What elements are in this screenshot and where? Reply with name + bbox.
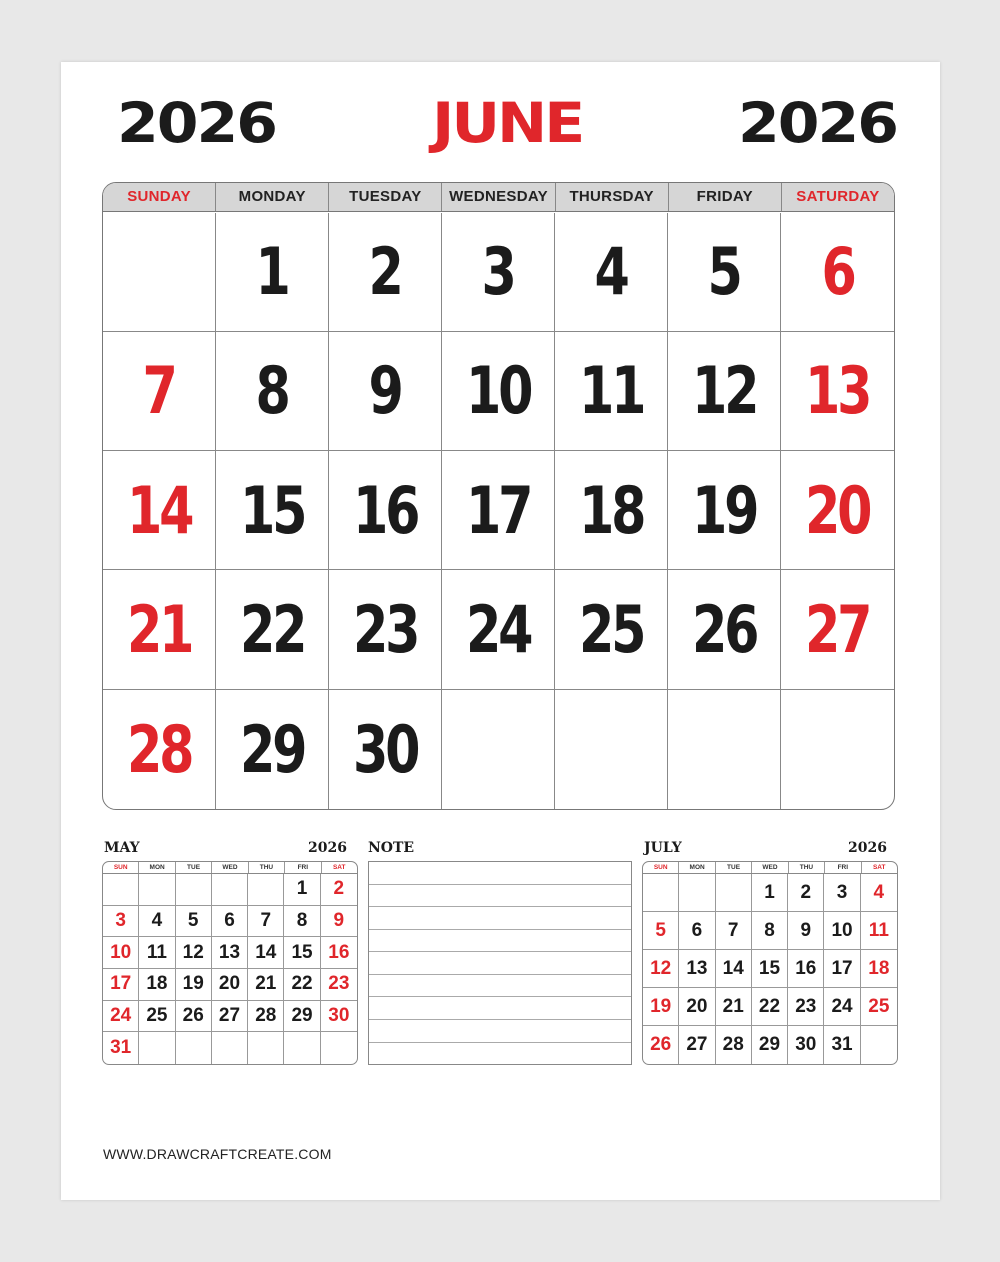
mini-day-cell <box>212 874 248 906</box>
mini-day-cell: 5 <box>643 912 679 950</box>
mini-day-cell <box>716 874 752 912</box>
mini-weekday-mon: MON <box>139 862 175 873</box>
mini-day-cell: 24 <box>824 988 860 1026</box>
mini-day-cell <box>212 1032 248 1064</box>
mini-day-cell: 10 <box>103 937 139 969</box>
mini-day-cell: 29 <box>752 1026 788 1064</box>
mini-day-cell: 11 <box>139 937 175 969</box>
next-month-calendar <box>642 861 898 1065</box>
day-number: 27 <box>805 591 870 668</box>
weekday-wednesday: WEDNESDAY <box>442 183 555 211</box>
mini-weekday-thu: THU <box>249 862 285 873</box>
day-number: 17 <box>465 471 531 549</box>
mini-weekday-sat: SAT <box>872 864 886 871</box>
day-number: 23 <box>352 591 418 668</box>
day-number: 19 <box>691 471 757 549</box>
prev-month-days <box>103 874 357 1064</box>
day-cell <box>329 213 442 332</box>
mini-day-cell: 20 <box>212 969 248 1001</box>
note-line <box>369 1020 631 1043</box>
mini-day-cell: 1 <box>752 874 788 912</box>
day-cell <box>329 690 442 809</box>
day-number: 29 <box>239 711 305 788</box>
mini-day-cell: 4 <box>861 874 897 912</box>
day-number: 14 <box>126 471 192 549</box>
mini-day-cell: 12 <box>176 937 212 969</box>
mini-day-cell: 20 <box>679 988 715 1026</box>
day-cell <box>442 332 555 451</box>
mini-day-cell: 23 <box>321 969 357 1001</box>
day-cell <box>103 213 216 332</box>
day-number: 21 <box>126 591 192 668</box>
mini-day-cell: 29 <box>284 1001 320 1033</box>
mini-day-cell: 31 <box>103 1032 139 1064</box>
weekday-saturday: SATURDAY <box>796 188 880 205</box>
mini-day-cell: 9 <box>788 912 824 950</box>
month-days <box>103 213 894 810</box>
mini-weekday-tue: TUE <box>716 862 752 873</box>
mini-day-cell: 6 <box>212 906 248 938</box>
mini-day-cell: 11 <box>861 912 897 950</box>
mini-day-cell: 6 <box>679 912 715 950</box>
day-cell <box>781 451 894 570</box>
mini-day-cell: 8 <box>284 906 320 938</box>
day-cell <box>103 332 216 451</box>
day-number: 20 <box>805 471 870 549</box>
weekday-header <box>103 183 894 212</box>
mini-day-cell: 14 <box>716 950 752 988</box>
mini-day-cell: 10 <box>824 912 860 950</box>
day-cell <box>329 451 442 570</box>
day-cell <box>555 451 668 570</box>
day-number: 30 <box>352 711 418 788</box>
mini-day-cell: 14 <box>248 937 284 969</box>
day-cell <box>668 690 781 809</box>
mini-day-cell: 22 <box>284 969 320 1001</box>
mini-day-cell: 17 <box>824 950 860 988</box>
prev-month-weekdays <box>103 862 357 874</box>
year-left: 2026 <box>117 91 276 156</box>
mini-day-cell: 16 <box>788 950 824 988</box>
mini-day-cell <box>176 1032 212 1064</box>
day-number: 9 <box>368 352 402 430</box>
mini-day-cell <box>679 874 715 912</box>
day-number: 13 <box>805 352 870 430</box>
mini-day-cell <box>139 1032 175 1064</box>
day-number: 6 <box>821 233 854 310</box>
note-line <box>369 930 631 953</box>
day-number: 5 <box>707 233 741 310</box>
mini-weekday-wed: WED <box>212 862 248 873</box>
mini-day-cell: 22 <box>752 988 788 1026</box>
mini-day-cell <box>176 874 212 906</box>
mini-day-cell: 15 <box>752 950 788 988</box>
day-cell <box>216 570 329 689</box>
mini-day-cell: 27 <box>679 1026 715 1064</box>
day-number: 26 <box>691 591 757 668</box>
mini-day-cell: 18 <box>139 969 175 1001</box>
note-line <box>369 997 631 1020</box>
mini-day-cell <box>643 874 679 912</box>
mini-day-cell: 2 <box>788 874 824 912</box>
mini-day-cell <box>139 874 175 906</box>
mini-day-cell: 31 <box>824 1026 860 1064</box>
day-number: 1 <box>255 233 289 310</box>
mini-weekday-tue: TUE <box>176 862 212 873</box>
mini-weekday-sat: SAT <box>332 864 346 871</box>
mini-weekday-mon: MON <box>679 862 715 873</box>
day-number: 12 <box>691 352 757 430</box>
mini-day-cell: 28 <box>248 1001 284 1033</box>
mini-day-cell: 13 <box>679 950 715 988</box>
day-number: 4 <box>594 233 628 310</box>
mini-weekday-wed: WED <box>752 862 788 873</box>
day-cell <box>668 451 781 570</box>
mini-day-cell: 19 <box>643 988 679 1026</box>
day-cell <box>781 690 894 809</box>
day-number: 2 <box>368 233 402 310</box>
mini-day-cell: 2 <box>321 874 357 906</box>
day-number: 7 <box>142 352 176 430</box>
prev-month-year: 2026 <box>308 840 347 856</box>
mini-day-cell <box>861 1026 897 1064</box>
mini-day-cell: 5 <box>176 906 212 938</box>
mini-day-cell <box>248 874 284 906</box>
mini-day-cell: 9 <box>321 906 357 938</box>
mini-day-cell <box>103 874 139 906</box>
next-month-year: 2026 <box>848 840 887 856</box>
prev-month-name: MAY <box>104 840 140 856</box>
day-cell <box>781 213 894 332</box>
next-month-name: JULY <box>644 840 682 856</box>
mini-day-cell: 26 <box>643 1026 679 1064</box>
mini-day-cell: 17 <box>103 969 139 1001</box>
mini-day-cell: 21 <box>716 988 752 1026</box>
mini-day-cell: 3 <box>103 906 139 938</box>
mini-day-cell: 25 <box>139 1001 175 1033</box>
day-cell <box>442 570 555 689</box>
note-line <box>369 907 631 930</box>
prev-month-calendar <box>102 861 358 1065</box>
mini-day-cell: 1 <box>284 874 320 906</box>
day-cell <box>329 332 442 451</box>
day-cell <box>329 570 442 689</box>
day-cell <box>103 690 216 809</box>
day-number: 10 <box>465 352 531 430</box>
day-cell <box>555 213 668 332</box>
day-cell <box>216 213 329 332</box>
mini-day-cell: 16 <box>321 937 357 969</box>
day-cell <box>781 570 894 689</box>
mini-day-cell: 23 <box>788 988 824 1026</box>
day-number: 28 <box>126 711 192 788</box>
weekday-monday: MONDAY <box>216 183 329 211</box>
mini-weekday-fri: FRI <box>825 862 861 873</box>
mini-day-cell: 21 <box>248 969 284 1001</box>
weekday-sunday: SUNDAY <box>103 183 216 211</box>
day-number: 15 <box>239 471 305 549</box>
day-cell <box>668 213 781 332</box>
day-cell <box>216 451 329 570</box>
day-number: 16 <box>352 471 418 549</box>
mini-day-cell: 18 <box>861 950 897 988</box>
mini-day-cell: 4 <box>139 906 175 938</box>
mini-day-cell <box>321 1032 357 1064</box>
month-grid <box>102 182 895 810</box>
mini-day-cell <box>248 1032 284 1064</box>
day-cell <box>442 690 555 809</box>
note-line <box>369 862 631 885</box>
month-title: JUNE <box>432 91 583 156</box>
note-area <box>368 861 632 1065</box>
day-number: 8 <box>255 352 289 430</box>
day-cell <box>555 332 668 451</box>
day-cell <box>668 570 781 689</box>
day-number: 3 <box>481 233 515 310</box>
day-cell <box>103 570 216 689</box>
day-cell <box>555 570 668 689</box>
footer-url: WWW.DRAWCRAFTCREATE.COM <box>103 1146 332 1162</box>
day-number: 24 <box>465 591 531 668</box>
mini-day-cell: 8 <box>752 912 788 950</box>
mini-day-cell <box>284 1032 320 1064</box>
weekday-thursday: THURSDAY <box>556 183 669 211</box>
year-right: 2026 <box>738 91 897 156</box>
weekday-friday: FRIDAY <box>669 183 782 211</box>
mini-day-cell: 7 <box>716 912 752 950</box>
day-number: 22 <box>239 591 305 668</box>
mini-weekday-fri: FRI <box>285 862 321 873</box>
day-cell <box>103 451 216 570</box>
mini-day-cell: 30 <box>788 1026 824 1064</box>
day-number: 25 <box>578 591 644 668</box>
mini-weekday-thu: THU <box>789 862 825 873</box>
day-number: 18 <box>578 471 644 549</box>
next-month-weekdays <box>643 862 897 874</box>
mini-day-cell: 25 <box>861 988 897 1026</box>
note-line <box>369 885 631 908</box>
note-line <box>369 975 631 998</box>
next-month-days <box>643 874 897 1064</box>
day-cell <box>781 332 894 451</box>
mini-day-cell: 28 <box>716 1026 752 1064</box>
day-number: 11 <box>578 352 644 430</box>
note-title: NOTE <box>368 840 415 856</box>
mini-day-cell: 7 <box>248 906 284 938</box>
mini-day-cell: 27 <box>212 1001 248 1033</box>
note-line <box>369 952 631 975</box>
mini-day-cell: 19 <box>176 969 212 1001</box>
mini-day-cell: 15 <box>284 937 320 969</box>
mini-day-cell: 13 <box>212 937 248 969</box>
mini-weekday-sun: SUN <box>103 862 139 873</box>
mini-day-cell: 3 <box>824 874 860 912</box>
day-cell <box>216 690 329 809</box>
mini-day-cell: 30 <box>321 1001 357 1033</box>
mini-weekday-sun: SUN <box>643 862 679 873</box>
day-cell <box>668 332 781 451</box>
day-cell <box>555 690 668 809</box>
day-cell <box>216 332 329 451</box>
note-line <box>369 1043 631 1065</box>
mini-day-cell: 26 <box>176 1001 212 1033</box>
mini-day-cell: 12 <box>643 950 679 988</box>
weekday-tuesday: TUESDAY <box>329 183 442 211</box>
mini-day-cell: 24 <box>103 1001 139 1033</box>
day-cell <box>442 213 555 332</box>
day-cell <box>442 451 555 570</box>
